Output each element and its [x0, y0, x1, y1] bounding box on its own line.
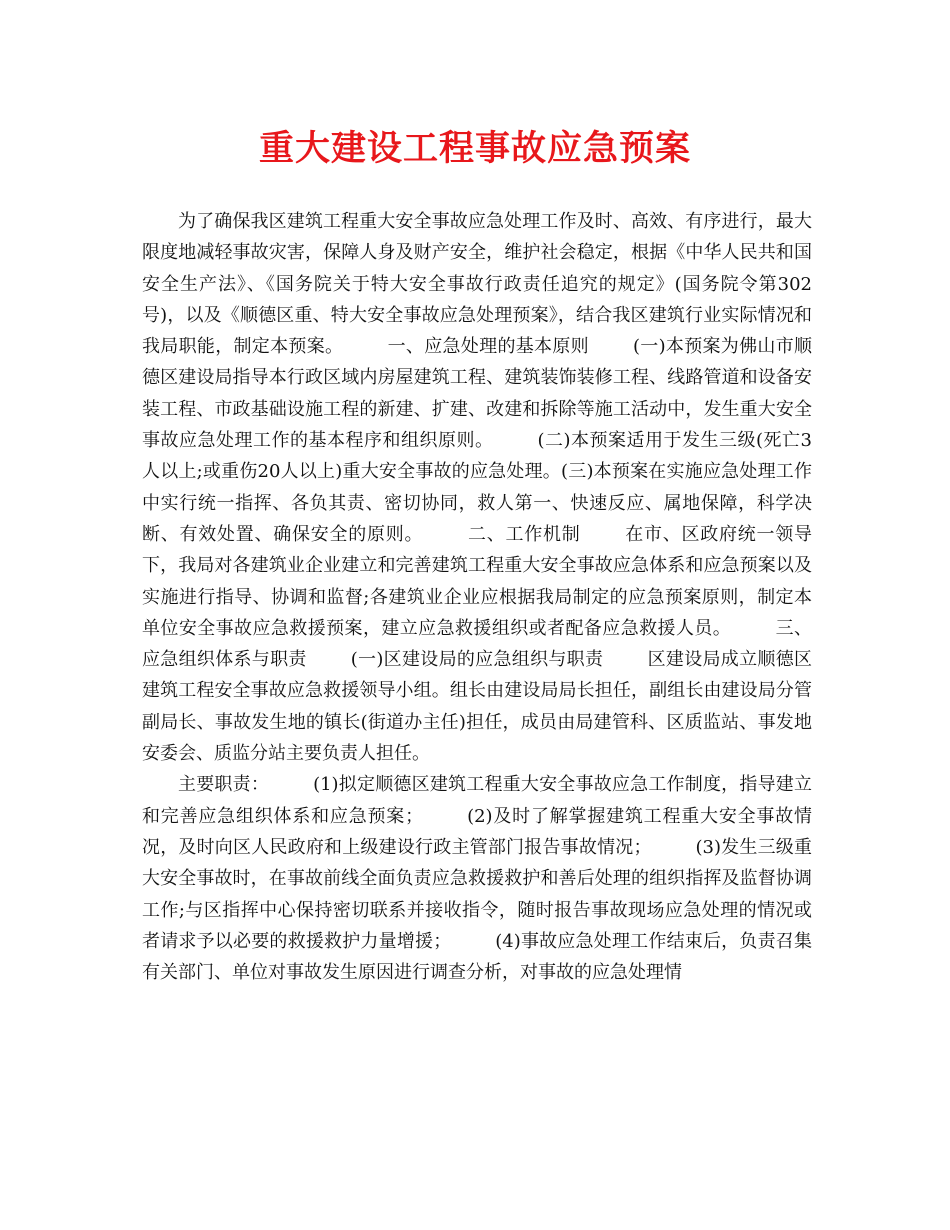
text-segment: (3)发生三级重大安全事故时，在事故前线全面负责应急救援救护和善后处理的组织指挥及监督协调工作;与区指挥中心保持密切联系并接收指令，随时报告事故现场应急处理的情况或者请求予以必要的救援救护力量增援；	[142, 836, 812, 952]
section-heading: 二、工作机制	[467, 523, 581, 545]
subsection-heading: (一)区建设局的应急组织与职责	[350, 649, 604, 671]
section-heading: 一、应急处理的基本原则	[387, 336, 589, 358]
text-segment: (2)及时了解掌握建筑工程重大安全事故情况，及时向区人民政府和上级建设行政主管部门报告事故情况；	[142, 805, 813, 858]
text-segment: 为了确保我区建筑工程重大安全事故应急处理工作及时、高效、有序进行，最大限度地减轻事故灾害，保障人身及财产安全，维护社会稳定，根据《中华人民共和国安全生产法》、《国务院关于特大安全事故行政责任追究的规定》(国务院令第302号)，以及《顺德区重、特大安全事故应急处理预案》，结合我区建筑行业实际情况和我局职能，制定本预案。	[142, 211, 812, 358]
text-segment: (二)本预案适用于发生三级(死亡3人以上;或重伤20人以上)重大安全事故的应急处理。(三)本预案在实施应急处理工作中实行统一指挥、各负其责、密切协同，救人第一、快速反应、属地保障，科学决断、有效处置、确保安全的原则。	[142, 430, 812, 545]
text-segment: 区建设局成立顺德区建筑工程安全事故应急救援领导小组。组长由建设局局长担任，副组长由建设局分管副局长、事故发生地的镇长(街道办主任)担任，成员由局建管科、区质监站、事发地安委会、质监分站主要负责人担任。	[142, 649, 813, 765]
text-segment: 在市、区政府统一领导下，我局对各建筑业企业建立和完善建筑工程重大安全事故应急体系和应急预案以及实施进行指导、协调和监督;各建筑业企业应根据我局制定的应急预案原则，制定本单位安全事故应急救援预案，建立应急救援组织或者配备应急救援人员。	[142, 523, 812, 639]
paragraph	[142, 206, 812, 769]
paragraph	[142, 769, 812, 988]
text-segment: 主要职责：	[178, 774, 270, 796]
document-title: 重大建设工程事故应急预案	[258, 128, 691, 169]
document-body	[142, 206, 812, 988]
text-segment: (一)本预案为佛山市顺德区建设局指导本行政区域内房屋建筑工程、建筑装饰装修工程、线路管道和设备安装工程、市政基础设施工程的新建、扩建、改建和拆除等施工活动中，发生重大安全事故应急处理工作的基本程序和组织原则。	[142, 336, 813, 452]
section-heading: 三、应急组织体系与职责	[142, 617, 813, 671]
text-segment: (1)拟定顺德区建筑工程重大安全事故应急工作制度，指导建立和完善应急组织体系和应急预案；	[142, 774, 813, 827]
text-segment: (4)事故应急处理工作结束后，负责召集有关部门、单位对事故发生原因进行调查分析，对事故的应急处理情	[142, 930, 812, 984]
